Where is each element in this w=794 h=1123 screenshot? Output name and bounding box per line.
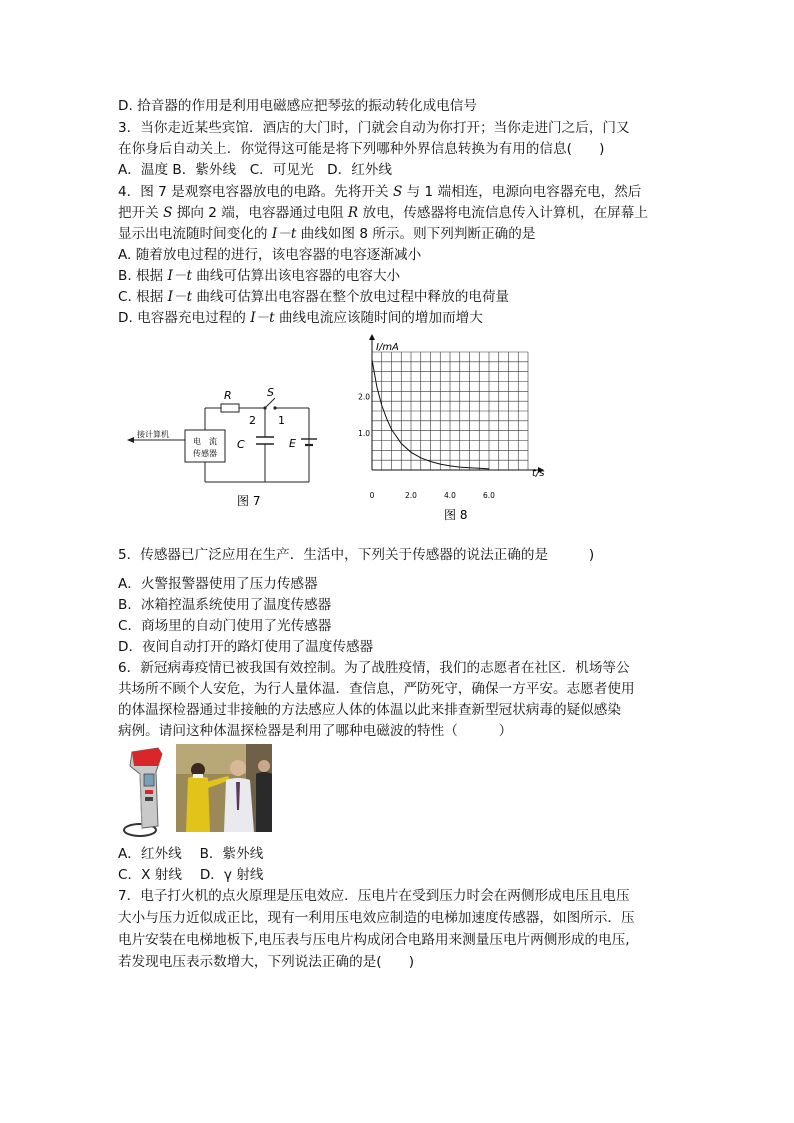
q7-stem-line3: 电片安装在电梯地板下,电压表与压电片构成闭合电路用来测量压电片两侧形成的电压, — [118, 932, 630, 948]
label-r: R — [224, 389, 232, 402]
q4-symbol-r: R — [347, 205, 359, 221]
q7-stem-line2: 大小与压力近似成正比，现有一利用压电效应制造的电梯加速度传感器，如图所示．压 — [118, 910, 635, 926]
q4-text: D. 电容器充电过程的 — [118, 310, 251, 326]
y-tick-label: 1.0 — [358, 429, 370, 439]
resistor-symbol — [221, 404, 239, 412]
q6-stem-line3: 的体温探检器通过非接触的方法感应人体的体温以此来排查新型冠状病毒的疑似感染 — [118, 702, 621, 718]
q6-stem-line1: 6．新冠病毒疫情已被我国有效控制。为了战胜疫情，我们的志愿者在社区．机场等公 — [118, 660, 630, 676]
q4-text: 曲线可估算出该电容器的电容大小 — [191, 268, 401, 284]
to-computer-label: 接计算机 — [137, 430, 169, 439]
q5-option-d: D．夜间自动打开的路灯使用了温度传感器 — [118, 639, 374, 655]
q4-option-d — [118, 308, 483, 328]
q2-option-d: D. 拾音器的作用是利用电磁感应把琴弦的振动转化成电信号 — [118, 98, 477, 114]
switch-blade — [265, 398, 275, 408]
sensor-label-1: 电 流 — [193, 437, 217, 446]
q6-stem-line4: 病例。请问这种体温探检器是利用了哪种电磁波的特性（ ） — [118, 723, 513, 739]
q5-stem: 5．传感器已广泛应用在生产．生活中，下列关于传感器的说法正确的是 ) — [118, 547, 595, 563]
infrared-thermometer-image — [118, 744, 174, 840]
figure-8-caption: 图 8 — [444, 508, 468, 522]
q6-options-ab: A．红外线 B．紫外线 — [118, 846, 264, 862]
q4-text: 把开关 — [118, 205, 164, 221]
q4-text: 放电，传感器将电流信息传入计算机，在屏幕上 — [358, 205, 648, 221]
q5-option-c: C．商场里的自动门使用了光传感器 — [118, 618, 332, 634]
y-axis-label: I/mA — [376, 342, 399, 353]
figure-8-chart — [350, 330, 550, 526]
x-tick-label: 2.0 — [405, 491, 417, 500]
q5-option-a: A．火警报警器使用了压力传感器 — [118, 576, 318, 592]
label-1: 1 — [278, 414, 285, 427]
q4-text: 曲线电流应该随时间的增加而增大 — [274, 310, 483, 326]
q4-symbol-it: I－t — [167, 268, 192, 284]
q4-stem-line2 — [118, 203, 648, 223]
q3-stem-line1: 3．当你走近某些宾馆．酒店的大门时，门就会自动为你打开；当你走进门之后，门又 — [118, 120, 630, 136]
q4-stem-line3 — [118, 224, 535, 244]
q4-option-c — [118, 287, 509, 307]
q7-stem-line1: 7．电子打火机的点火原理是压电效应．压电片在受到压力时会在两侧形成电压且电压 — [118, 888, 630, 904]
q4-text: 曲线如图 8 所示。则下列判断正确的是 — [296, 226, 536, 242]
label-e: E — [289, 437, 296, 450]
q4-text: 4．图 7 是观察电容器放电的电路。先将开关 — [118, 184, 393, 200]
q4-symbol-it: I－t — [167, 289, 193, 305]
q4-text: 显示出电流随时间变化的 — [118, 226, 272, 242]
q4-symbol-s: S — [163, 205, 173, 221]
arrow-left-icon — [127, 437, 134, 443]
figure-7-circuit — [125, 384, 325, 514]
q4-text: 曲线可估算出电容器在整个放电过程中释放的电荷量 — [192, 289, 510, 305]
label-c: C — [237, 438, 245, 451]
x-tick-label: 6.0 — [483, 491, 495, 500]
q4-symbol-s: S — [392, 184, 403, 200]
q4-symbol-it: I－t — [250, 310, 275, 326]
q5-option-b: B．冰箱控温系统使用了温度传感器 — [118, 597, 332, 613]
q4-text: 与 1 端相连，电源向电容器充电，然后 — [402, 184, 642, 200]
q4-symbol-it: I－t — [271, 226, 297, 242]
q4-stem-line1 — [118, 182, 641, 202]
q4-text: C. 根据 — [118, 289, 168, 305]
q4-text: B. 根据 — [118, 268, 168, 284]
x-tick-label: 4.0 — [444, 491, 456, 500]
q7-stem-line4: 若发现电压表示数增大，下列说法正确的是( ) — [118, 954, 415, 970]
q4-text: 掷向 2 端，电容器通过电阻 — [172, 205, 348, 221]
q4-option-a: A. 随着放电过程的进行，该电容器的电容逐渐减小 — [118, 247, 422, 263]
label-2: 2 — [249, 414, 256, 427]
y-axis-arrow-icon — [369, 334, 375, 340]
q6-stem-line2: 共场所不顾个人安危，为行人量体温．查信息，严防死守，确保一方平安。志愿者使用 — [118, 681, 635, 697]
q3-stem-line2: 在你身后自动关上．你觉得这可能是将下列哪种外界信息转换为有用的信息( ) — [118, 141, 605, 157]
x-tick-label: 0 — [369, 491, 375, 500]
q4-option-b — [118, 266, 400, 286]
figure-7-caption: 图 7 — [237, 494, 261, 508]
label-s: S — [267, 386, 274, 399]
sensor-label-2: 传感器 — [193, 449, 217, 458]
q6-options-cd: C．X 射线 D．γ 射线 — [118, 867, 264, 883]
temperature-screening-photo — [176, 744, 272, 832]
x-axis-label: t/s — [532, 468, 545, 479]
y-tick-label: 2.0 — [358, 392, 370, 402]
q3-options: A．温度 B．紫外线 C．可见光 D．红外线 — [118, 162, 392, 178]
